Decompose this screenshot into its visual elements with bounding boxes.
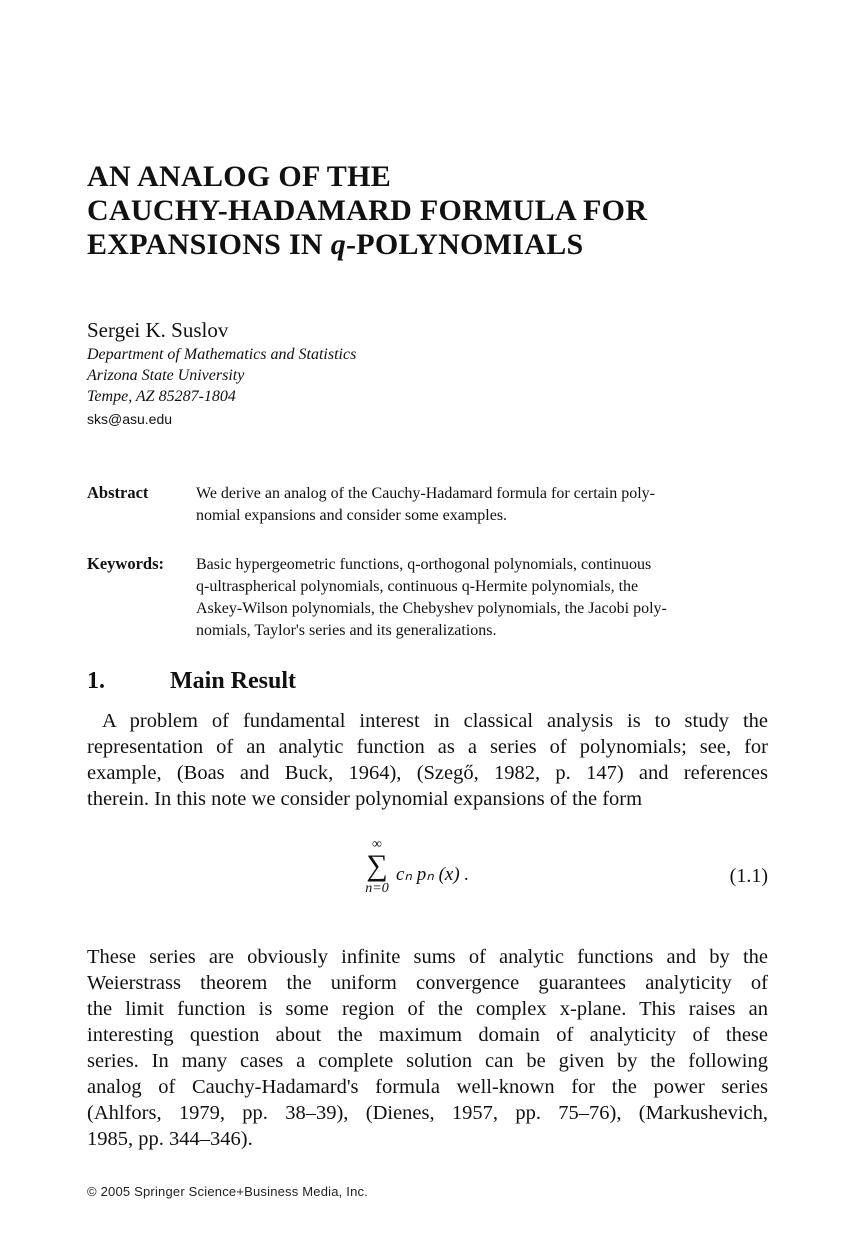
title-line-3-suffix: -POLYNOMIALS [346, 228, 584, 261]
paragraph-2-line: the limit function is some region of the complex x-plane. This raises an [87, 998, 768, 1020]
abstract-text [196, 483, 770, 527]
author-block [87, 317, 356, 430]
sigma-symbol: ∑ [366, 849, 388, 882]
keywords-line-1: Basic hypergeometric functions, q-orthogonal polynomials, continuous [196, 556, 652, 573]
paragraph-2-line: interesting question about the maximum domain of analyticity of these [87, 1024, 768, 1046]
paragraph-1 [87, 708, 768, 812]
author-email[interactable]: sks@asu.edu [87, 411, 173, 427]
equation-body: cₙ pₙ (x) . [396, 864, 470, 885]
paragraph-1-line: A problem of fundamental interest in classical analysis is to study the [102, 710, 768, 732]
keywords-line-4: nomials, Taylor's series and its generalizations. [196, 622, 497, 639]
section-title: Main Result [170, 668, 296, 694]
keywords-line-3: Askey-Wilson polynomials, the Chebyshev polynomials, the Jacobi poly- [196, 600, 667, 617]
abstract-line-2: nomial expansions and consider some examples. [196, 507, 508, 524]
abstract-label: Abstract [87, 483, 149, 502]
author-department: Department of Mathematics and Statistics [87, 346, 357, 363]
keywords-label: Keywords: [87, 554, 164, 573]
paragraph-2-line: series. In many cases a complete solution can be given by the following [87, 1050, 768, 1072]
title-line-3 [87, 228, 807, 262]
summation [357, 838, 397, 898]
title-line-1: AN ANALOG OF THE [87, 160, 392, 193]
paragraph-2 [87, 944, 768, 1152]
title-line-2: CAUCHY-HADAMARD FORMULA FOR [87, 194, 648, 227]
author-name: Sergei K. Suslov [87, 318, 229, 342]
paper-title [87, 160, 807, 262]
author-university: Arizona State University [87, 367, 245, 384]
equation-1-1 [87, 838, 768, 918]
paragraph-2-line: (Ahlfors, 1979, pp. 38–39), (Dienes, 1957, pp. 75–76), (Markushevich, [87, 1102, 768, 1124]
paragraph-1-line: example, (Boas and Buck, 1964), (Szegő, 1982, p. 147) and references [87, 762, 768, 784]
keywords-text [196, 554, 770, 642]
copyright-footer: © 2005 Springer Science+Business Media, Inc. [87, 1184, 369, 1199]
section-number: 1. [87, 668, 105, 694]
abstract [87, 482, 777, 532]
title-line-3-prefix: EXPANSIONS IN [87, 228, 331, 261]
paragraph-1-line: therein. In this note we consider polynomial expansions of the form [87, 788, 643, 810]
keywords-line-2: q-ultraspherical polynomials, continuous q-Hermite polynomials, the [196, 578, 639, 595]
paragraph-2-line: 1985, pp. 344–346). [87, 1128, 253, 1150]
author-address: Tempe, AZ 85287-1804 [87, 388, 236, 405]
abstract-line-1: We derive an analog of the Cauchy-Hadamard formula for certain poly- [196, 485, 655, 502]
paragraph-2-line: analog of Cauchy-Hadamard's formula well-known for the power series [87, 1076, 768, 1098]
sum-lower-limit: n=0 [365, 881, 389, 896]
keywords [87, 553, 777, 645]
equation-number: (1.1) [729, 865, 768, 887]
title-q-symbol: q [330, 228, 346, 261]
paragraph-2-line: Weierstrass theorem the uniform convergence guarantees analyticity of [87, 972, 768, 994]
paragraph-2-line: These series are obviously infinite sums of analytic functions and by the [87, 946, 768, 968]
sum-upper-limit: ∞ [372, 837, 382, 852]
paragraph-1-line: representation of an analytic function as a series of polynomials; see, for [87, 736, 768, 758]
